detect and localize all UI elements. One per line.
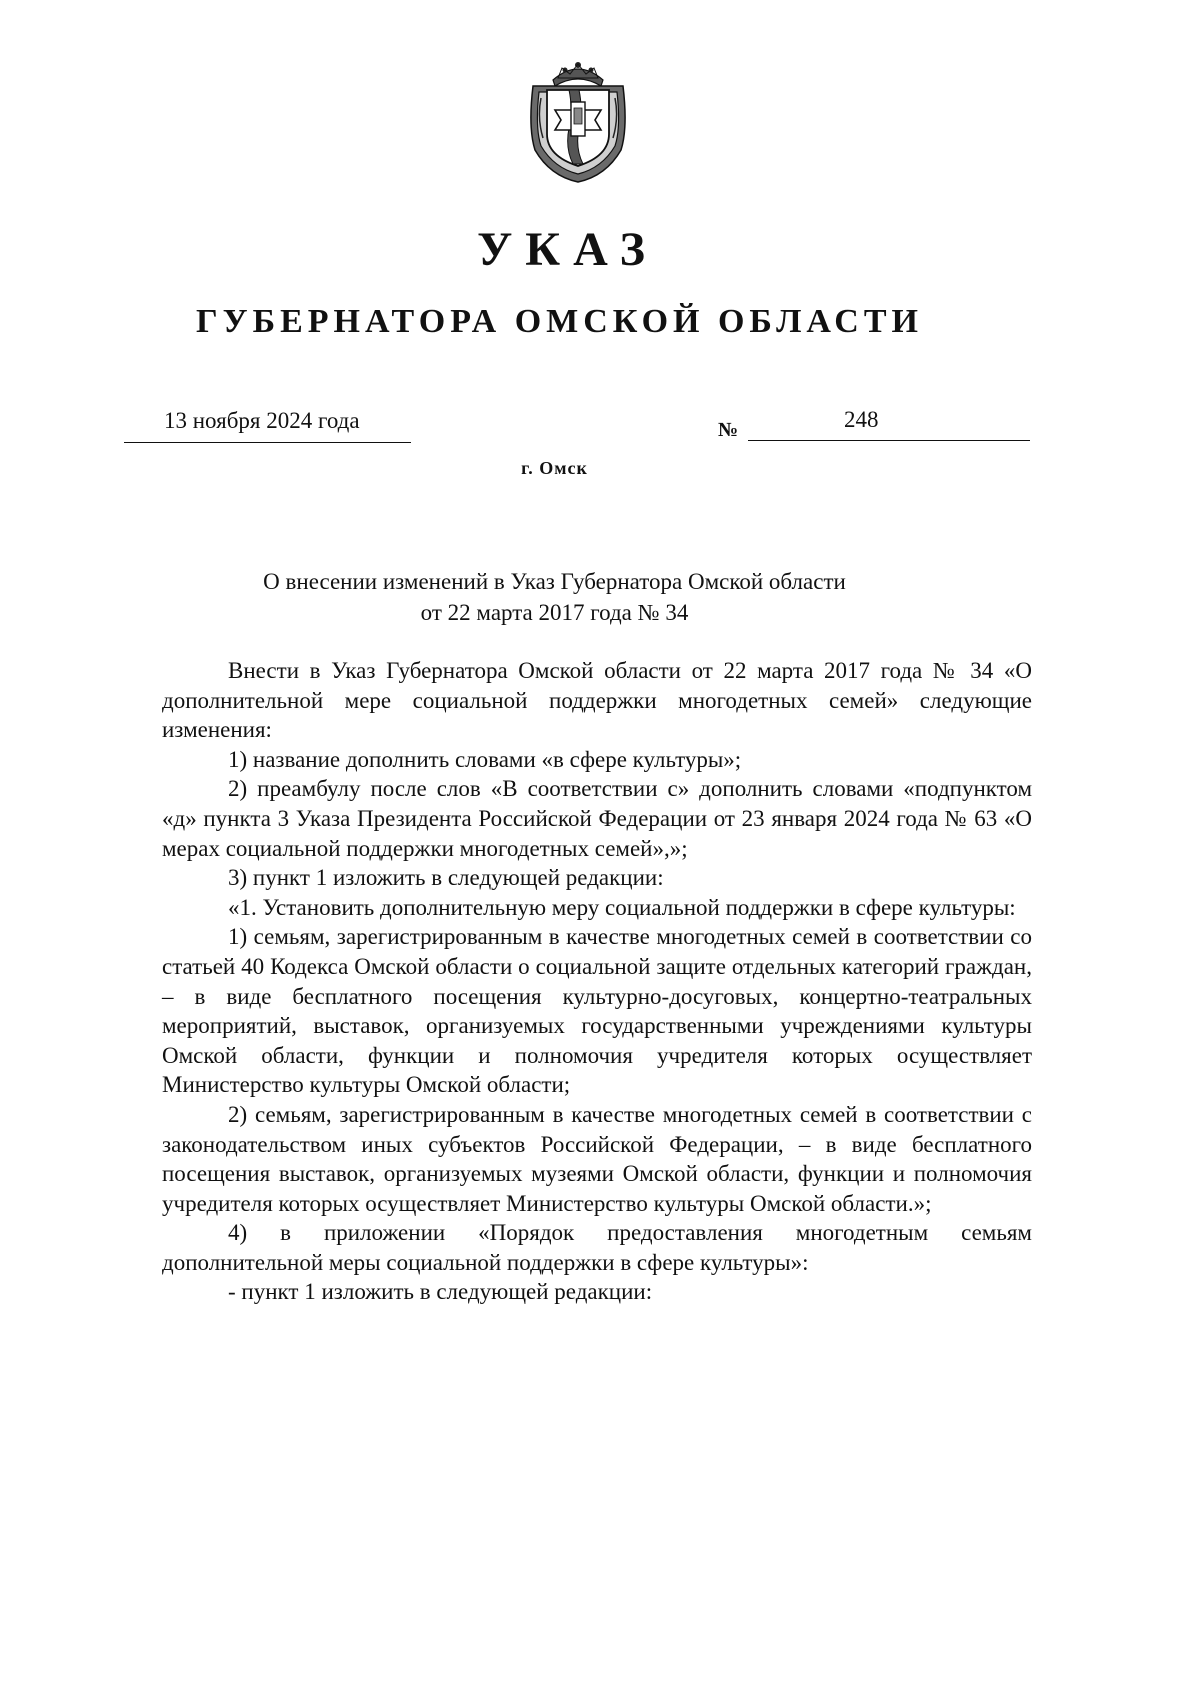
paragraph: 2) семьям, зарегистрированным в качестве многодетных семей в соответствии с законодательством иных субъектов Российской Федерации, – в виде бесплатного посещения выставок, организуемых музеями Омской области, функции и полномочия учредителя которых осуществляет Министерство культуры Омской области.»; [162, 1101, 1032, 1216]
paragraph: 2) преамбулу после слов «В соответствии с» дополнить словами «подпунктом «д» пункта 3 Указа Президента Российской Федерации от 23 января 2024 года № 63 «О мерах социальной поддержки многодетных семей»,»; [162, 776, 1032, 861]
document-number: 248 [844, 407, 879, 432]
heading-line: О внесении изменений в Указ Губернатора Омской области [263, 569, 846, 594]
date-field [124, 408, 411, 443]
paragraph: 3) пункт 1 изложить в следующей редакции: [228, 865, 664, 891]
document-body [162, 656, 1032, 1307]
heading-line: от 22 марта 2017 года № 34 [420, 600, 689, 625]
paragraph: «1. Установить дополнительную меру социальной поддержки в сфере культуры: [228, 894, 1016, 920]
paragraph: 1) название дополнить словами «в сфере культуры»; [228, 746, 742, 772]
number-label: № [718, 419, 739, 441]
omsk-coat-of-arms-icon [525, 58, 631, 184]
paragraph: 4) в приложении «Порядок предоставления многодетным семьям дополнительной меры социальной поддержки в сфере культуры»: [162, 1220, 1032, 1275]
document-city: г. Омск [521, 458, 588, 478]
number-field [748, 408, 1030, 441]
paragraph: 1) семьям, зарегистрированным в качестве многодетных семей в соответствии со статьей 40 Кодекса Омской области о социальной защите отдельных категорий граждан, – в виде бесплатного посещения культурно-досуговых, концертно-театральных мероприятий, выставок, организуемых государственными учреждениями культуры Омской области, функции и полномочия учредителя которых осуществляет Министерство культуры Омской области; [162, 924, 1032, 1098]
paragraph: - пункт 1 изложить в следующей редакции: [228, 1279, 653, 1305]
document-subtitle: ГУБЕРНАТОРА ОМСКОЙ ОБЛАСТИ [196, 303, 923, 340]
paragraph: Внести в Указ Губернатора Омской области от 22 марта 2017 года № 34 «О дополнительной мере социальной поддержки многодетных семей» следующие изменения: [162, 658, 1032, 743]
document-heading [0, 566, 1109, 628]
document-title: УКАЗ [477, 223, 658, 276]
document-date: 13 ноября 2024 года [164, 408, 360, 433]
